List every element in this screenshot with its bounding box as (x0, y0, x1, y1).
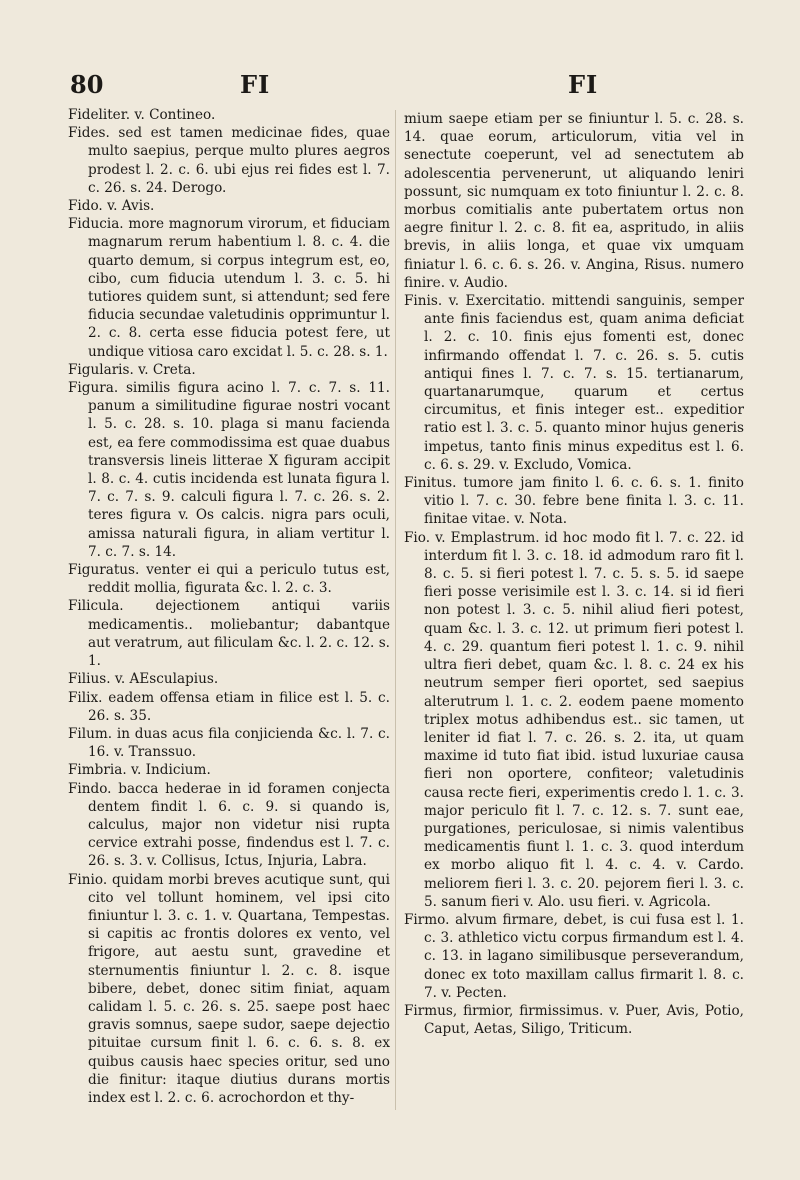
entry-fimbria: Fimbria. v. Indicium. (68, 762, 211, 779)
entry-figularis: Figularis. v. Creta. (68, 361, 196, 378)
left-running-head: FI (240, 70, 271, 99)
entry-fiducia: Fiducia. more magnorum virorum, et fiduciam magnarum rerum habentium l. 8. c. 4. die quarto demum, si corpus integrum est, eo, cibo, cum fiducia utendum l. 3. c. 5. hi tutiores quidem sunt, si attendunt; sed fere fiducia secundae valetudinis opprimuntur l. 2. c. 8. certa esse fiducia potest fere, ut undique vitiosa caro excidat l. 5. c. 28. s. 1. (68, 216, 390, 360)
entry-finio-continued: mium saepe etiam per se finiuntur l. 5. c. 28. s. 14. quae eorum, articulorum, vitia vel in senectute coeperunt, vel ad senectutem ab adolescentia pervenerunt, ut aliquando leniri possunt, sic numquam ex toto finiuntur l. 2. c. 8. morbus comitialis ante pubertatem ortus non aegre finitur l. 2. c. 8. fit ea, aspritudo, in aliis brevis, in aliis longa, et quae vix umquam finiatur l. 6. c. 6. s. 26. v. Angina, Risus. numero finire. v. Audio. (404, 111, 744, 291)
right-running-head: FI (568, 70, 599, 99)
entry-filius: Filius. v. AEsculapius. (68, 671, 219, 688)
entry-fides: Fides. sed est tamen medicinae fides, quae multo saepius, perque multo plures aegros prodest l. 2. c. 6. ubi ejus rei fides est l. 7. c. 26. s. 24. Derogo. (68, 125, 390, 196)
entry-finis: Finis. v. Exercitatio. mittendi sanguinis, semper ante finis faciendus est, quam anima deficiat l. 2. c. 10. finis ejus fomenti est, donec infirmando offendat l. 7. c. 26. s. 5. cutis antiqui fines l. 7. c. 7. s. 15. tertianarum, quartanarumque, quarum et certus circumitus, et finis integer est.. expeditior ratio est l. 3. c. 5. quanto minor hujus generis impetus, tanto finis minus expeditus est l. 6. c. 6. s. 29. v. Excludo, Vomica. (404, 293, 744, 473)
entry-firmo: Firmo. alvum firmare, debet, is cui fusa est l. 1. c. 3. athletico victu corpus firmandum est l. 4. c. 13. in lagano similibusque perseverandum, donec ex toto maxillam callus firmarit l. 8. c. 7. v. Pecten. (404, 911, 744, 1001)
entry-filicula: Filicula. dejectionem antiqui variis medicamentis.. moliebantur; dabantque aut veratrum, aut filiculam &c. l. 2. c. 12. s. 1. (68, 598, 390, 670)
entry-figura: Figura. similis figura acino l. 7. c. 7. s. 11. panum a similitudine figurae nostri vocant l. 5. c. 28. s. 10. plaga si manu facienda est, ea fere commodissima est quae duabus transversis lineis litterae X figuram accipit l. 8. c. 4. cutis incidenda est lunata figura l. 7. c. 7. s. 9. calculi figura l. 7. c. 26. s. 2. teres figura v. Os calcis. nigra pars oculi, amissa naturali figura, in aliam vertitur l. 7. c. 7. s. 14. (68, 380, 390, 560)
entry-fido: Fido. v. Avis. (68, 198, 155, 215)
entry-fio: Fio. v. Emplastrum. id hoc modo fit l. 7. c. 22. id interdum fit l. 3. c. 18. id admodum raro fit l. 8. c. 5. si fieri potest l. 7. c. 5. s. 5. id saepe fieri posse verisimile est l. 3. c. 14. si id fieri non potest l. 3. c. 5. nihil aliud fieri potest, quam &c. l. 3. c. 12. ut primum fieri potest l. 4. c. 29. quantum fieri potest l. 1. c. 9. nihil ultra fieri debet, quam &c. l. 8. c. 24 ex his neutrum semper fieri oportet, sed saepius alterutrum l. 1. c. 2. eodem paene momento triplex motus adhibendus est.. sic tamen, ut leniter id fiat l. 7. c. 26. s. 2. ita, ut quam maxime id tuto fiat ibid. istud luxuriae causa fieri non oportere, confiteor; valetudinis causa recte fieri, experimentis credo l. 1. c. 3. major periculo fit l. 7. c. 12. s. 7. sunt eae, purgationes, periculosae, si nimis valentibus medicamentis fiunt l. 1. c. 3. quod interdum ex morbo aliquo fit l. 4. c. 4. v. Cardo. meliorem fieri l. 3. c. 20. pejorem fieri l. 3. c. 5. sanum fieri v. Alo. usu fieri. v. Agricola. (404, 529, 744, 910)
entry-finio: Finio. quidam morbi breves acutique sunt, qui cito vel tollunt hominem, vel ipsi cito finiuntur l. 3. c. 1. v. Quartana, Tempestas. si capitis ac frontis dolores ex vento, vel frigore, aut aestu sunt, gravedine et sternumentis finiuntur l. 2. c. 8. isque bibere, debet, donec sitim finiat, aquam calidam l. 5. c. 26. s. 25. saepe post haec gravis somnus, saepe sudor, saepe dejectio pituitae cursum finit l. 6. c. 6. s. 8. ex quibus causis haec species oritur, sed uno die finitur: itaque diutius durans mortis index est l. 2. c. 6. acrochordon et thy- (68, 871, 390, 1106)
entry-finitus: Finitus. tumore jam finito l. 6. c. 6. s. 1. finito vitio l. 7. c. 30. febre bene finita l. 3. c. 11. finitae vitae. v. Nota. (404, 475, 744, 528)
page-header (70, 70, 760, 104)
page-number: 80 (70, 70, 104, 99)
entry-firmus: Firmus, firmior, firmissimus. v. Puer, Avis, Potio, Caput, Aetas, Siligo, Triticum. (404, 1002, 744, 1038)
right-column (404, 110, 744, 1038)
entry-filum: Filum. in duas acus fila conjicienda &c. l. 7. c. 16. v. Transsuo. (68, 725, 390, 761)
entry-fideliter: Fideliter. v. Contineo. (68, 107, 216, 123)
entry-findo: Findo. bacca hederae in id foramen conjecta dentem findit l. 6. c. 9. si quando is, calculus, major non videtur nisi rupta cervice extrahi posse, findendus est l. 7. c. 26. s. 3. v. Collisus, Ictus, Injuria, Labra. (68, 780, 390, 870)
left-column (68, 106, 390, 1107)
entry-figuratus: Figuratus. venter ei qui a periculo tutus est, reddit mollia, figurata &c. l. 2. c. 3. (68, 562, 390, 597)
column-divider (395, 110, 396, 1110)
entry-filix: Filix. eadem offensa etiam in filice est l. 5. c. 26. s. 35. (68, 689, 390, 724)
